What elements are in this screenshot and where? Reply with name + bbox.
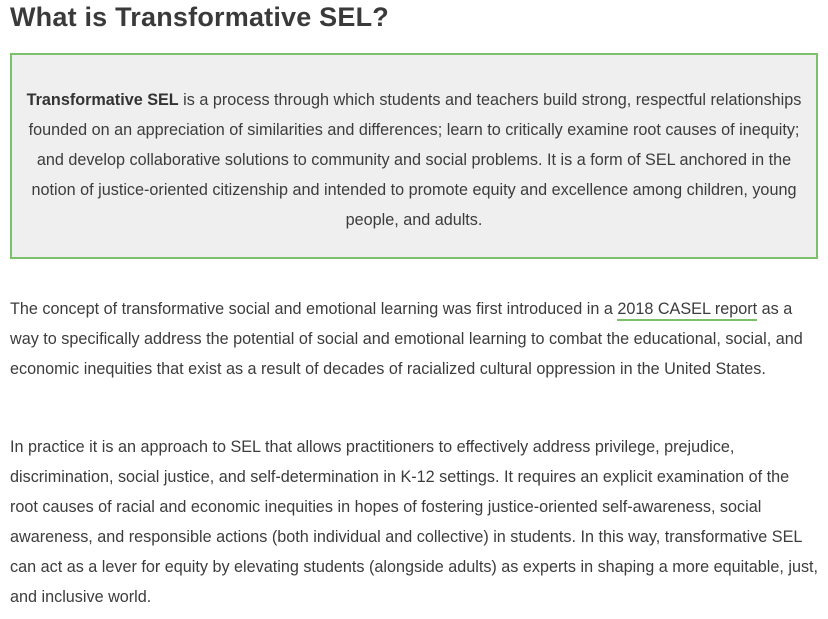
callout-definition: is a process through which students and teachers build strong, respectful relationships founded on an appreciation of similarities and differences; learn to critically examine root causes of inequity; and develop collaborative solutions to community and social problems. It is a form of SEL anchored in the notion of justice-oriented citizenship and intended to promote equity and excellence among children, young people, and adults.: [28, 91, 802, 229]
page-title: What is Transformative SEL?: [10, 2, 389, 32]
paragraph-intro-text-before: The concept of transformative social and emotional learning was first introduced in a: [10, 300, 618, 318]
paragraph-practice: In practice it is an approach to SEL that allows practitioners to effectively address privilege, prejudice, discrimination, social justice, and self-determination in K-12 settings. It requires an explicit examination of the root causes of racial and economic inequities in hopes of fostering justice-oriented self-awareness, social awareness, and responsible actions (both individual and collective) in students. In this way, transformative SEL can act as a lever for equity by elevating students (alongside adults) as experts in shaping a more equitable, just, and inclusive world.: [10, 438, 819, 606]
paragraph-intro-text-after: as a way to specifically address the potential of social and emotional learning to combat the educational, social, and economic inequities that exist as a result of decades of racialized cultural oppression in the United States.: [10, 300, 803, 378]
definition-callout: [10, 53, 818, 259]
paragraph-intro: [10, 294, 820, 384]
callout-term: Transformative SEL: [26, 91, 179, 109]
casel-report-link[interactable]: 2018 CASEL report: [617, 300, 757, 321]
